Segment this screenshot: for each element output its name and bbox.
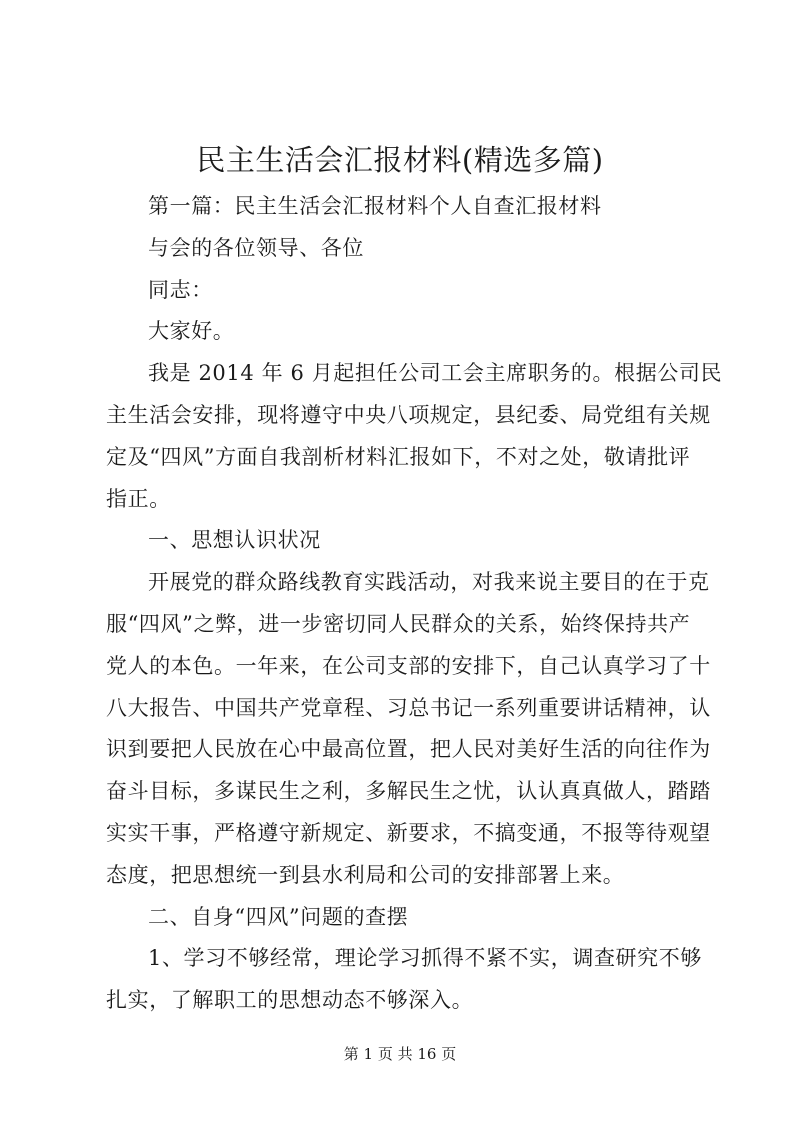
text-line: 二、自身“四风”问题的查摆 (148, 904, 409, 929)
salutation-line-1 (106, 228, 700, 270)
text-line: 我是 2014 年 6 月起担任公司工会主席职务的。根据公司民 (148, 361, 723, 386)
text-line: 八大报告、中国共产党章程、习总书记一系列重要讲话精神，认 (106, 695, 711, 720)
document-body (106, 186, 723, 1022)
page-number-footer: 第 1 页 共 16 页 (343, 1045, 457, 1063)
text-line: 定及“四风”方面自我剖析材料汇报如下，不对之处，敬请批评 (106, 444, 691, 469)
text-line: 第一篇：民主生活会汇报材料个人自查汇报材料 (148, 194, 602, 218)
section-heading-1 (106, 520, 700, 562)
text-line: 大家好。 (148, 319, 235, 344)
greeting (106, 311, 700, 353)
intro-paragraph (106, 353, 723, 520)
text-line: 奋斗目标，多谋民生之利，多解民生之忧，认认真真做人，踏踏 (106, 779, 711, 804)
text-line: 服“四风”之弊，进一步密切同人民群众的关系，始终保持共产 (106, 611, 691, 636)
text-line: 主生活会安排，现将遵守中央八项规定，县纪委、局党组有关规 (106, 402, 711, 427)
section-1-paragraph (106, 562, 711, 896)
document-title: 民主生活会汇报材料(精选多篇) (196, 143, 604, 177)
text-line: 扎实，了解职工的思想动态不够深入。 (106, 988, 474, 1013)
section-heading-2 (106, 897, 700, 939)
text-line: 与会的各位领导、各位 (148, 235, 364, 260)
text-line: 党人的本色。一年来，在公司支部的安排下，自己认真学习了十 (106, 653, 711, 678)
text-line: 识到要把人民放在心中最高位置，把人民对美好生活的向往作为 (106, 737, 711, 762)
text-line: 一、思想认识状况 (148, 528, 321, 553)
text-line: 指正。 (106, 486, 171, 511)
text-line: 1、学习不够经常，理论学习抓得不紧不实，调查研究不够 (148, 946, 702, 971)
text-line: 实实干事，严格遵守新规定、新要求，不搞变通，不报等待观望 (106, 820, 711, 845)
salutation-line-2 (106, 270, 700, 312)
section-heading-part-one (106, 186, 700, 228)
text-line: 态度，把思想统一到县水利局和公司的安排部署上来。 (106, 862, 625, 887)
section-2-item-1 (106, 938, 700, 1022)
text-line: 开展党的群众路线教育实践活动，对我来说主要目的在于克 (148, 570, 710, 595)
text-line: 同志： (148, 277, 213, 302)
